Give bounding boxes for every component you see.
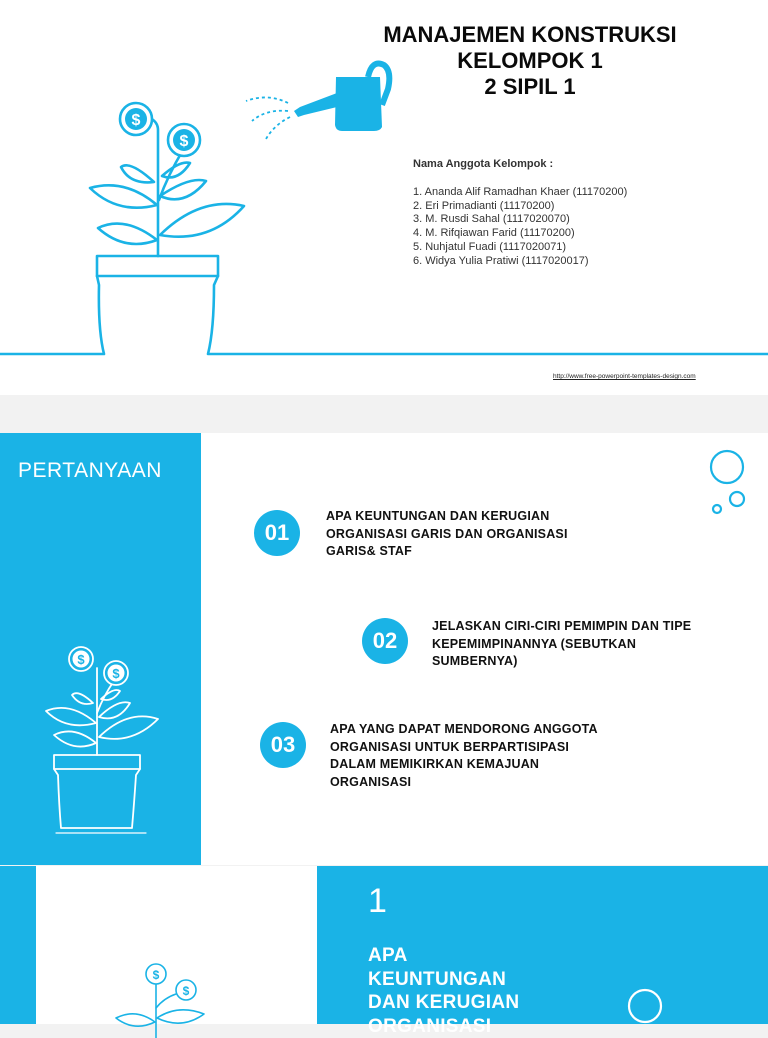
svg-text:$: $: [153, 968, 160, 982]
question-line: SUMBERNYA): [432, 653, 691, 671]
member-list: [413, 158, 627, 269]
slide-heading: PERTANYAAN: [18, 459, 162, 483]
question-line: ORGANISASI GARIS DAN ORGANISASI: [326, 526, 568, 544]
question-line: APA YANG DAPAT MENDORONG ANGGOTA: [330, 721, 598, 739]
side-strip: [0, 866, 36, 1024]
dollar-coin-icon: [120, 103, 152, 135]
question-line: JELASKAN CIRI-CIRI PEMIMPIN DAN TIPE: [432, 618, 691, 636]
question-text: [432, 618, 691, 671]
dollar-coin-icon: [69, 647, 93, 671]
member-item: 5. Nuhjatul Fuadi (1117020071): [413, 241, 627, 255]
question-text: [330, 721, 598, 791]
question-detail-box: [317, 866, 768, 1024]
question-number-badge: 03: [260, 722, 306, 768]
question-detail-slide: [0, 866, 768, 1024]
question-title-line: APA: [368, 944, 519, 968]
presentation-title: [340, 22, 720, 100]
dollar-coin-icon: [104, 661, 128, 685]
title-line: MANAJEMEN KONSTRUKSI: [340, 22, 720, 48]
title-line: 2 SIPIL 1: [340, 74, 720, 100]
member-item: 4. M. Rifqiawan Farid (11170200): [413, 227, 627, 241]
svg-text:$: $: [112, 666, 120, 681]
member-list-label: Nama Anggota Kelompok :: [413, 158, 627, 172]
question-title-line: DAN KERUGIAN: [368, 991, 519, 1015]
dollar-coin-icon: [168, 124, 200, 156]
bubble-circles-icon: [625, 986, 665, 1026]
member-item: 6. Widya Yulia Pratiwi (1117020017): [413, 255, 627, 269]
question-line: ORGANISASI UNTUK BERPARTISIPASI: [330, 739, 598, 757]
title-slide: [0, 0, 768, 395]
svg-text:$: $: [132, 112, 141, 129]
question-number: 1: [368, 882, 387, 921]
side-panel: [0, 433, 201, 865]
question-title-line: ORGANISASI: [368, 1015, 519, 1038]
member-item: 2. Eri Primadianti (11170200): [413, 200, 627, 214]
question-line: KEPEMIMPINANNYA (SEBUTKAN: [432, 636, 691, 654]
question-title-line: KEUNTUNGAN: [368, 968, 519, 992]
dollar-coin-icon: [146, 964, 166, 984]
money-plant-icon: [0, 433, 201, 865]
question-line: APA KEUNTUNGAN DAN KERUGIAN: [326, 508, 568, 526]
questions-slide: [0, 433, 768, 865]
dollar-coin-icon: [176, 980, 196, 1000]
template-source-link[interactable]: http://www.free-powerpoint-templates-design.com: [553, 373, 696, 380]
question-line: ORGANISASI: [330, 774, 598, 792]
question-text: [326, 508, 568, 561]
question-number-badge: 01: [254, 510, 300, 556]
question-number-badge: 02: [362, 618, 408, 664]
question-title: [368, 944, 519, 1038]
question-line: DALAM MEMIKIRKAN KEMAJUAN: [330, 756, 598, 774]
svg-text:$: $: [77, 652, 85, 667]
title-line: KELOMPOK 1: [340, 48, 720, 74]
svg-text:$: $: [183, 984, 190, 998]
svg-text:$: $: [180, 133, 189, 150]
member-item: 3. M. Rusdi Sahal (1117020070): [413, 213, 627, 227]
question-line: GARIS& STAF: [326, 543, 568, 561]
bubble-circles-icon: [700, 448, 760, 518]
member-item: 1. Ananda Alif Ramadhan Khaer (11170200): [413, 186, 627, 200]
money-plant-icon: [100, 958, 300, 1038]
